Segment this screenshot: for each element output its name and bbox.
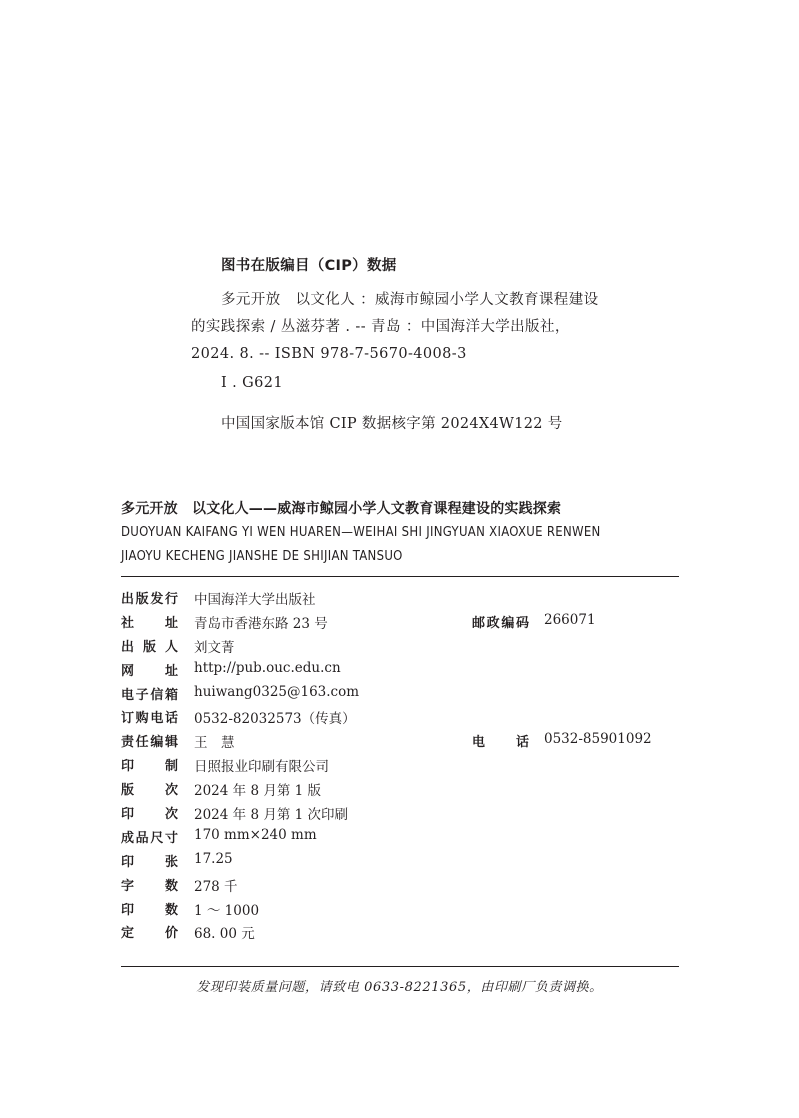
issuer-value: 刘文菁 (194, 639, 235, 656)
words-value: 278 千 (194, 878, 238, 895)
book-pinyin-line-1: DUOYUAN KAIFANG YI WEN HUAREN—WEIHAI SHI JINGYUAN XIAOXUE RENWEN (121, 525, 601, 540)
copies-value: 1 ～ 1000 (194, 902, 260, 919)
email-row (121, 684, 679, 708)
postcode-value: 266071 (544, 611, 596, 628)
sheets-row (121, 851, 679, 875)
cip-entry: 多元开放 以文化人 ：威海市鲸园小学人文教育课程建设的实践探索 / 丛滋芬著 . -- 青岛 ：中国海洋大学出版社，2024. 8. -- ISBN 978-7-5670-4008-3 (191, 292, 599, 362)
bottom-divider (121, 966, 679, 967)
phone-value: 0532-85901092 (544, 731, 652, 748)
printer-row (121, 755, 679, 779)
quality-notice: 发现印装质量问题，请致电 0633-8221365，由印刷厂负责调换。 (196, 980, 603, 995)
words-row (121, 875, 679, 899)
book-title: 多元开放 以文化人——威海市鲸园小学人文教育课程建设的实践探索 (121, 501, 562, 517)
edition-value: 2024 年 8 月第 1 版 (194, 783, 321, 800)
cip-title: 图书在版编目（CIP）数据 (221, 258, 397, 274)
website-value: http://pub.ouc.edu.cn (194, 659, 341, 676)
publisher-label: 出版发行 (121, 592, 178, 607)
top-divider (121, 576, 679, 577)
impression-label: 印 次 (121, 807, 178, 823)
impression-row (121, 803, 679, 827)
price-value: 68. 00 元 (194, 926, 255, 943)
website-row (121, 660, 679, 684)
price-label: 定 价 (121, 926, 178, 942)
printer-label: 印 制 (121, 759, 178, 775)
price-row (121, 922, 679, 946)
postcode-label: 邮政编码 (472, 615, 529, 631)
editor-label: 责任编辑 (121, 735, 178, 751)
address-label: 社 址 (121, 615, 178, 631)
cip-classification: Ⅰ . G621 (221, 375, 284, 391)
order-phone-label: 订购电话 (121, 711, 178, 727)
edition-label: 版 次 (121, 783, 178, 799)
sheets-label: 印 张 (121, 854, 178, 870)
size-row (121, 827, 679, 851)
website-label: 网 址 (121, 663, 178, 679)
editor-row (121, 731, 679, 755)
email-label: 电子信箱 (121, 687, 178, 703)
copies-label: 印 数 (121, 902, 178, 918)
phone-label: 电 话 (472, 735, 529, 751)
printer-value: 日照报业印刷有限公司 (194, 759, 329, 776)
cip-record-number: 中国国家版本馆 CIP 数据核字第 2024X4W122 号 (221, 416, 563, 432)
email-value: huiwang0325@163.com (194, 683, 360, 700)
sheets-value: 17.25 (194, 850, 233, 867)
order-phone-row (121, 707, 679, 731)
impression-value: 2024 年 8 月第 1 次印刷 (194, 807, 348, 824)
publisher-value: 中国海洋大学出版社 (194, 592, 316, 608)
issuer-row (121, 636, 679, 660)
book-pinyin-line-2: JIAOYU KECHENG JIANSHE DE SHIJIAN TANSUO (121, 549, 403, 564)
publisher-row (121, 588, 679, 612)
edition-row (121, 779, 679, 803)
copies-row (121, 899, 679, 923)
size-label: 成品尺寸 (121, 830, 178, 846)
words-label: 字 数 (121, 878, 178, 894)
address-value: 青岛市香港东路 23 号 (194, 615, 328, 632)
address-row (121, 612, 679, 636)
order-phone-value: 0532-82032573（传真） (194, 711, 356, 728)
publication-info (121, 588, 679, 946)
issuer-label: 出 版 人 (121, 639, 178, 655)
size-value: 170 mm×240 mm (194, 826, 317, 843)
editor-value: 王 慧 (194, 735, 235, 752)
